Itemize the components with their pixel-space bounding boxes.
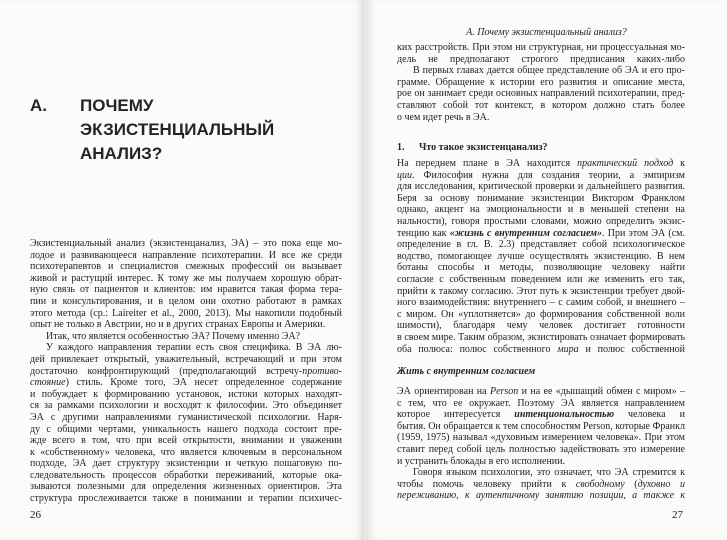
text-run: следовательность процессов обработки переживаний, которые ока-: [30, 469, 342, 481]
text-line: [397, 251, 685, 263]
text-line: [30, 412, 342, 424]
text-line: [397, 409, 685, 421]
text-line: [397, 479, 685, 491]
emphasis-text: мира: [557, 343, 579, 355]
section-number: 1.: [397, 142, 405, 153]
text-line: [397, 216, 685, 228]
text-run: . При этом ЭА (см.: [602, 227, 685, 239]
text-line: [397, 54, 685, 66]
text-run: лодое и развивающееся направление психотерапии. И все же среди: [30, 249, 342, 261]
text-run: и на ее «дышащий обмен с миром» –: [521, 386, 685, 397]
text-line: [397, 239, 685, 251]
text-run: жде всего в том, что при всей открытости, внимании и уважении: [30, 435, 342, 447]
text-run: ких расстройств. При этом ни структурная, ни процессуальная мо-: [397, 42, 685, 53]
text-line: [30, 493, 342, 505]
text-line: [30, 273, 342, 285]
emphasis-text: стояние: [30, 377, 66, 389]
text-line: [30, 481, 342, 493]
text-run: ду с общими чертами, уникальность нашего подхода состоит пре-: [30, 423, 342, 435]
text-line: [30, 331, 342, 343]
text-run: определение в гл. В. 2.3) представляет собой психологическое: [397, 239, 685, 251]
emphasis-text: интенциональностью: [514, 409, 615, 421]
text-line: [30, 377, 342, 389]
text-line: [30, 389, 342, 401]
text-line: [397, 181, 685, 193]
paragraph: [397, 386, 685, 467]
emphasis-text: Person: [489, 386, 519, 397]
text-line: [30, 366, 342, 378]
text-line: [397, 490, 685, 502]
text-run: и полюс собственной: [578, 343, 685, 355]
paragraph: [397, 158, 685, 355]
text-line: [30, 400, 342, 412]
text-run: опыт не только в Австрии, но и в других странах Европы и Америки.: [30, 319, 326, 331]
text-line: [397, 421, 685, 433]
text-line: [397, 228, 685, 240]
text-run: для исследования, критической проверки и дальнейшего развития.: [397, 181, 685, 193]
text-line: [30, 447, 342, 459]
emphasis-text: «жизнь с внутренним согласием»: [449, 227, 603, 239]
text-line: [397, 444, 685, 456]
text-run: рое он занимает среди основных направлений психотерапии, пред-: [397, 88, 685, 100]
text-run: ЭА с другими направлениями гуманистической психологии. Наря-: [30, 411, 342, 423]
text-line: [397, 386, 685, 398]
paragraph: [30, 331, 342, 343]
text-run: и побуждает к формированию установок, истоки которых находят-: [30, 388, 342, 400]
text-line: [30, 470, 342, 482]
text-run: с тем, что ее окружает. Поэтому ЭА является направлением: [397, 397, 685, 409]
section-heading: [397, 142, 548, 153]
text-line: [397, 309, 685, 321]
text-run: грамме. Обращение к истории его развития и описание места,: [397, 76, 685, 88]
text-run: Беря за основу понимание экзистенции Виктором Франклом: [397, 192, 685, 204]
text-run: ставляют собой тот контекст, в котором должно стать более: [397, 99, 685, 111]
text-line: [397, 193, 685, 205]
text-run: В первых главах дается общее представление об ЭА и его про-: [413, 65, 685, 77]
text-run: (: [624, 478, 638, 490]
text-line: [397, 432, 685, 444]
text-run: шимости), благодаря чему человек достигает готовности: [397, 320, 685, 332]
emphasis-text: переживанию, к аутентичному занятию позиции, а также к: [397, 490, 685, 502]
text-run: однако, акцент на эмоциональности и в меньшей степени на: [397, 204, 685, 216]
text-line: [397, 398, 685, 410]
text-line: [397, 170, 685, 182]
text-run: У каждого направления терапии есть своя специфика. В ЭА лю-: [46, 342, 342, 354]
text-line: [30, 250, 342, 262]
text-run: достаточно конфронтирующий (предполагающий встречу-: [30, 365, 303, 377]
text-run: ботаны способы и методы, позволяющие человеку найти: [397, 262, 685, 274]
text-run: к «собственному» человека, что является ключевым в персональном: [30, 446, 342, 458]
text-run: зываются полезными для определения жизненных ориентиров. Эта: [30, 481, 342, 493]
text-run: и устранить блокады в его исполнении.: [397, 455, 565, 467]
text-run: дель не предполагают строгого предписания каких-либо: [397, 53, 685, 65]
text-run: ) стиль. Кроме того, ЭА несет определенное содержание: [65, 377, 342, 389]
text-run: На переднем плане в ЭА находится: [397, 158, 578, 169]
subsection-body-text: [397, 386, 685, 502]
text-line: [397, 100, 685, 112]
text-line: [397, 297, 685, 309]
page-number-left: 26: [30, 509, 41, 521]
text-line: [397, 286, 685, 298]
text-run: Говоря языком психологии, это означает, что ЭА стремится к: [413, 467, 685, 479]
text-run: оба полюса: полюс собственного: [397, 343, 558, 355]
text-run: . Философия нужна для создания теории, а эмпиризм: [412, 169, 685, 181]
text-line: [30, 342, 342, 354]
right-intro-text: [397, 42, 685, 123]
section-body-text: [397, 158, 685, 355]
paragraph: [30, 342, 342, 504]
paragraph: [397, 467, 685, 502]
text-line: [397, 88, 685, 100]
paragraph: [397, 42, 685, 65]
text-line: [397, 456, 685, 468]
text-run: подходе, ЭА дает структуру экзистенции и четкую пошаговую по-: [30, 458, 342, 470]
chapter-title: ПОЧЕМУ ЭКЗИСТЕНЦИАЛЬНЫЙ АНАЛИЗ?: [80, 96, 275, 163]
text-run: живой и растущий интерес. К тому же мы получаем хорошую обрат-: [30, 272, 342, 284]
text-line: [30, 261, 342, 273]
emphasis-text: противо-: [302, 365, 342, 377]
text-line: [397, 320, 685, 332]
text-line: [30, 319, 342, 331]
text-line: [397, 158, 685, 170]
text-line: [30, 284, 342, 296]
text-run: согласие с собственным поведением или же изменить его так,: [397, 273, 685, 285]
page-number-right: 27: [672, 509, 683, 521]
text-line: [397, 274, 685, 286]
text-run: психотерапевтов и специалистов смежных профессий он вызывает: [30, 261, 342, 273]
text-run: прийти к такому согласию. Этот путь к экзистенции требует двой-: [397, 285, 685, 297]
paragraph: [397, 65, 685, 123]
text-line: [30, 458, 342, 470]
emphasis-text: практический подход: [577, 158, 674, 169]
emphasis-text: духовно и: [637, 478, 685, 490]
text-run: дей привлекает открытый, уважительный, встречающий и при этом: [30, 353, 342, 365]
text-run: к: [673, 158, 685, 169]
text-run: бытия. Он обращается к тем способностям Person, которые Франкл: [397, 420, 685, 432]
text-line: [30, 308, 342, 320]
text-line: [30, 354, 342, 366]
text-line: [397, 344, 685, 356]
text-run: ную связь от пациентов и клиентов: им нравится такая форма тера-: [30, 284, 342, 296]
text-run: с миром. Он «уплотняется» до формирования собственной воли: [397, 308, 685, 320]
text-run: которое интересуется: [397, 409, 515, 421]
text-line: [397, 204, 685, 216]
emphasis-text: свободному: [575, 478, 625, 490]
text-run: этого метода (ср.: Laireiter et al., 2000, 2013). Мы накопили подобный: [30, 307, 342, 319]
chapter-letter: A.: [30, 96, 47, 115]
text-line: [397, 77, 685, 89]
text-run: тенцию как: [397, 227, 450, 239]
text-line: [397, 42, 685, 54]
text-line: [397, 467, 685, 479]
left-body-text: [30, 238, 342, 505]
text-line: [397, 65, 685, 77]
text-run: Экзистенциальный анализ (экзистенцанализ, ЭА) – это пока еще мо-: [30, 238, 342, 249]
section-title: Что такое экзистенцанализ?: [419, 142, 548, 153]
text-run: ЭА ориентирован на: [397, 386, 490, 397]
text-run: в своем мире. Таким образом, экзистировать означает формировать: [397, 331, 685, 343]
paragraph: [30, 238, 342, 331]
running-head: А. Почему экзистенциальный анализ?: [466, 27, 627, 38]
text-run: ного взаимодействия: внутреннего – с самим собой, и внешнего –: [397, 297, 685, 309]
text-run: пии и консультирования, и в целом они охотно работают в рамках: [30, 295, 342, 307]
emphasis-text: ции: [397, 169, 412, 181]
text-run: (1959, 1975) называл «духовным измерением человека». При этом: [397, 432, 685, 444]
text-run: структура прослеживается также в понимании и терапии психичес-: [30, 493, 342, 505]
text-line: [30, 424, 342, 436]
text-line: [30, 238, 342, 250]
text-line: [30, 296, 342, 308]
text-line: [397, 262, 685, 274]
text-run: нальности), говоря простыми словами, можно определить экзис-: [397, 215, 685, 227]
text-run: ставит перед собой цель полностью задействовать это измерение: [397, 443, 685, 455]
text-run: ся за рамками психологии и восходят к философии. Это объединяет: [30, 400, 342, 412]
text-run: о чем идет речь в ЭА.: [397, 111, 490, 123]
text-run: Итак, что является особенностью ЭА? Почему именно ЭА?: [46, 330, 301, 342]
text-run: человека и: [627, 409, 685, 421]
text-run: чтобы помочь человеку прийти к: [397, 478, 576, 490]
text-line: [30, 435, 342, 447]
subheading: Жить с внутренним согласием: [397, 366, 536, 377]
text-run: водство, помогающее лучше осуществлять экзистенцию. В нем: [397, 250, 685, 262]
text-line: [397, 332, 685, 344]
text-line: [397, 112, 685, 124]
